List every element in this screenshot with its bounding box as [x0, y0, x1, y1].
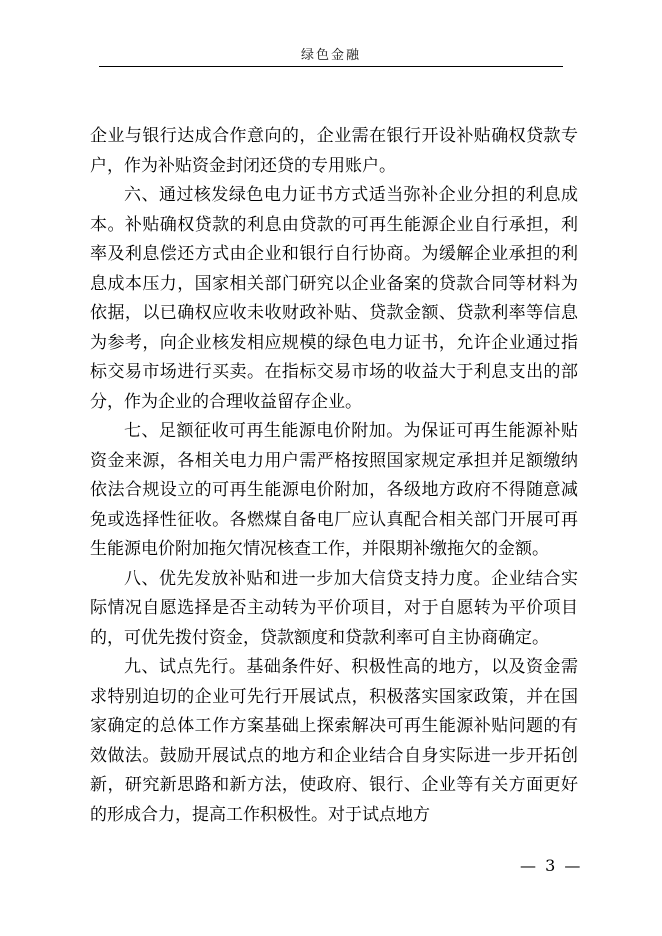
page-header-title: 绿色金融: [300, 48, 361, 63]
paragraph-item-9: 九、试点先行。基础条件好、积极性高的地方，以及资金需求特别迫切的企业可先行开展试点，积极落实国家政策，并在国家确定的总体工作方案基础上探索解决可再生能源补贴问题的有效做法。鼓励开展试点的地方和企业结合自身实际进一步开拓创新，研究新思路和新方法，使政府、银行、企业等有关方面更好的形成合力，提高工作积极性。对于试点地方: [90, 657, 578, 825]
page-number: — 3 —: [520, 856, 583, 875]
document-body: [90, 122, 578, 830]
paragraph-item-8: 八、优先发放补贴和进一步加大信贷支持力度。企业结合实际情况自愿选择是否主动转为平价项目，对于自愿转为平价项目的，可优先拨付资金，贷款额度和贷款利率可自主协商确定。: [90, 568, 578, 648]
paragraph-item-7: 七、足额征收可再生能源电价附加。为保证可再生能源补贴资金来源，各相关电力用户需严格按照国家规定承担并足额缴纳依法合规设立的可再生能源电价附加，各级地方政府不得随意减免或选择性征收。各燃煤自备电厂应认真配合相关部门开展可再生能源电价附加拖欠情况核查工作，并限期补缴拖欠的金额。: [90, 421, 578, 559]
header-divider: [99, 66, 563, 67]
paragraph-continued: 企业与银行达成合作意向的，企业需在银行开设补贴确权贷款专户，作为补贴资金封闭还贷的专用账户。: [90, 126, 578, 176]
paragraph-item-6: 六、通过核发绿色电力证书方式适当弥补企业分担的利息成本。补贴确权贷款的利息由贷款的可再生能源企业自行承担，利率及利息偿还方式由企业和银行自行协商。为缓解企业承担的利息成本压力，国家相关部门研究以企业备案的贷款合同等材料为依据，以已确权应收未收财政补贴、贷款金额、贷款利率等信息为参考，向企业核发相应规模的绿色电力证书，允许企业通过指标交易市场进行买卖。在指标交易市场的收益大于利息支出的部分，作为企业的合理收益留存企业。: [90, 185, 578, 412]
